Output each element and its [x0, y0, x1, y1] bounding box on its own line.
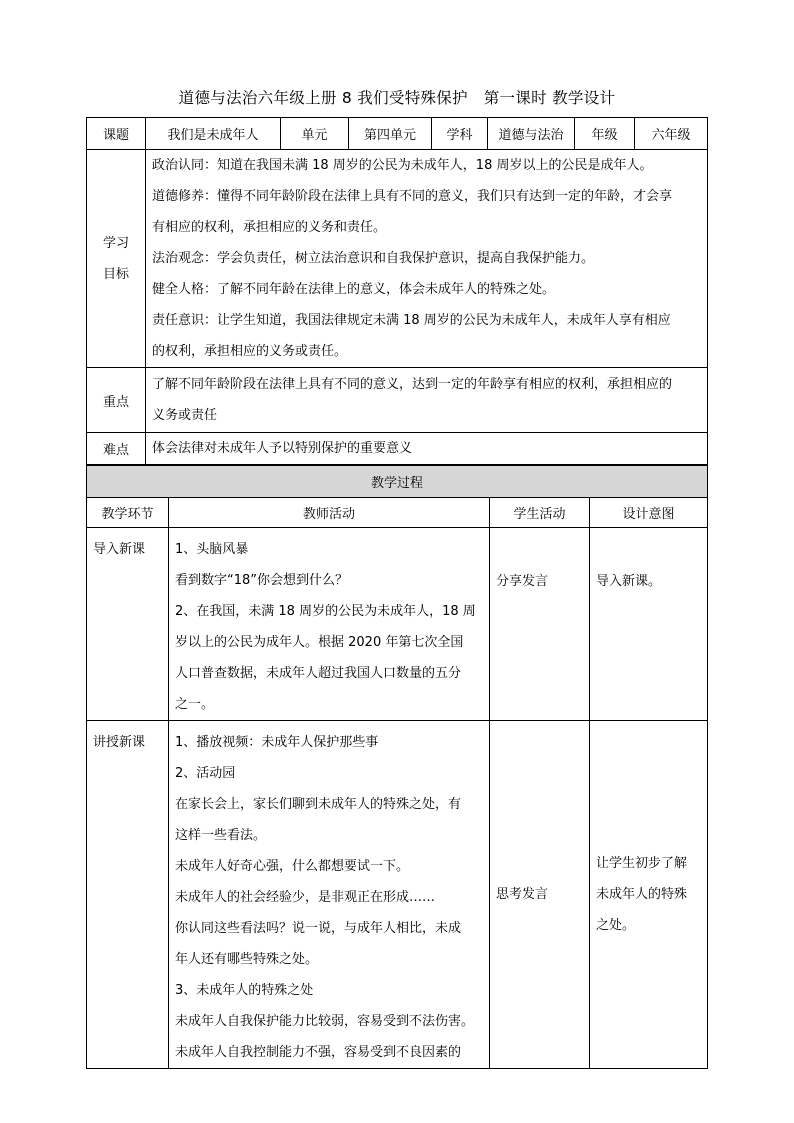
topic-value: 我们是未成年人 [146, 118, 281, 150]
key-points-row [87, 368, 708, 433]
process-title-row [87, 466, 708, 498]
teacher-line: 3、未成年人的特殊之处 [175, 983, 314, 998]
unit-value: 第四单元 [349, 118, 432, 150]
key-point-line: 义务或责任 [152, 408, 218, 423]
teacher-line: 年人还有哪些特殊之处。 [175, 952, 319, 967]
grade-value: 六年级 [635, 118, 708, 150]
teacher-line: 1、播放视频：未成年人保护那些事 [175, 735, 379, 750]
stage-cell: 讲授新课 [87, 721, 169, 1069]
key-points-label: 重点 [87, 368, 146, 433]
teaching-process-table [86, 465, 708, 1069]
student-activity-cell: 思考发言 [490, 721, 590, 1069]
objective-line: 道德修养：懂得不同年龄阶段在法律上具有不同的意义，我们只有达到一定的年龄，才会享 [152, 189, 673, 204]
objective-line: 健全人格：了解不同年龄在法律上的意义，体会未成年人的特殊之处。 [152, 282, 556, 297]
objective-line: 法治观念：学会负责任，树立法治意识和自我保护意识，提高自我保护能力。 [152, 251, 595, 266]
subject-value: 道德与法治 [488, 118, 575, 150]
lesson-info-table [86, 117, 708, 465]
objectives-content [146, 150, 708, 368]
process-title: 教学过程 [87, 466, 708, 498]
teacher-line: 1、头脑风暴 [175, 542, 249, 557]
process-header-row [87, 498, 708, 528]
objective-line: 责任意识：让学生知道，我国法律规定未满 18 周岁的公民为未成年人，未成年人享有相应 [152, 313, 671, 328]
key-point-line: 了解不同年龄阶段在法律上具有不同的意义，达到一定的年龄享有相应的权利，承担相应的 [152, 377, 673, 392]
key-points-content [146, 368, 708, 433]
objectives-row [87, 150, 708, 368]
unit-label: 单元 [281, 118, 349, 150]
intent-line: 导入新课。 [596, 574, 662, 589]
teacher-line: 看到数字“18”你会想到什么？ [175, 573, 349, 588]
info-row [87, 118, 708, 150]
header-intent: 设计意图 [590, 498, 708, 528]
student-activity-cell: 分享发言 [490, 528, 590, 721]
teacher-line: 之一。 [175, 697, 215, 712]
teacher-activity-cell [169, 721, 490, 1069]
teacher-line: 这样一些看法。 [175, 828, 267, 843]
objective-line: 有相应的权利，承担相应的义务和责任。 [152, 220, 387, 235]
teacher-line: 未成年人好奇心强，什么都想要试一下。 [175, 859, 410, 874]
process-row-new-lesson [87, 721, 708, 1069]
intent-line: 未成年人的特殊 [596, 887, 688, 902]
objective-line: 政治认同：知道在我国未满 18 周岁的公民为未成年人，18 周岁以上的公民是成年人。 [152, 158, 653, 173]
stage-cell: 导入新课 [87, 528, 169, 721]
design-intent-cell [590, 528, 708, 721]
intent-line: 让学生初步了解 [596, 856, 688, 871]
teacher-line: 未成年人的社会经验少，是非观正在形成…… [175, 890, 436, 905]
grade-label: 年级 [575, 118, 635, 150]
objectives-label-line: 目标 [102, 266, 129, 282]
document-title: 道德与法治六年级上册 8 我们受特殊保护 第一课时 教学设计 [178, 89, 616, 107]
topic-label: 课题 [87, 118, 146, 150]
teacher-line: 你认同这些看法吗？说一说，与成年人相比，未成 [175, 921, 462, 936]
teacher-line: 人口普查数据，未成年人超过我国人口数量的五分 [175, 666, 462, 681]
teacher-line: 2、在我国，未满 18 周岁的公民为未成年人，18 周 [175, 604, 476, 619]
teacher-line: 岁以上的公民为成年人。根据 2020 年第七次全国 [175, 635, 464, 650]
header-stage: 教学环节 [87, 498, 169, 528]
objectives-label-line: 学习 [102, 235, 129, 251]
header-teacher: 教师活动 [169, 498, 490, 528]
objectives-label [87, 150, 146, 368]
difficulty-label: 难点 [87, 433, 146, 465]
intent-line: 之处。 [596, 918, 636, 933]
difficulty-content: 体会法律对未成年人予以特别保护的重要意义 [146, 433, 708, 465]
design-intent-cell [590, 721, 708, 1069]
subject-label: 学科 [432, 118, 488, 150]
teacher-line: 未成年人自我保护能力比较弱，容易受到不法伤害。 [175, 1014, 475, 1029]
header-student: 学生活动 [490, 498, 590, 528]
teacher-line: 未成年人自我控制能力不强，容易受到不良因素的 [175, 1045, 462, 1060]
teacher-line: 2、活动园 [175, 766, 236, 781]
teacher-activity-cell [169, 528, 490, 721]
process-row-intro [87, 528, 708, 721]
objective-line: 的权利，承担相应的义务或责任。 [152, 344, 348, 359]
difficulty-row [87, 433, 708, 465]
teacher-line: 在家长会上，家长们聊到未成年人的特殊之处，有 [175, 797, 462, 812]
